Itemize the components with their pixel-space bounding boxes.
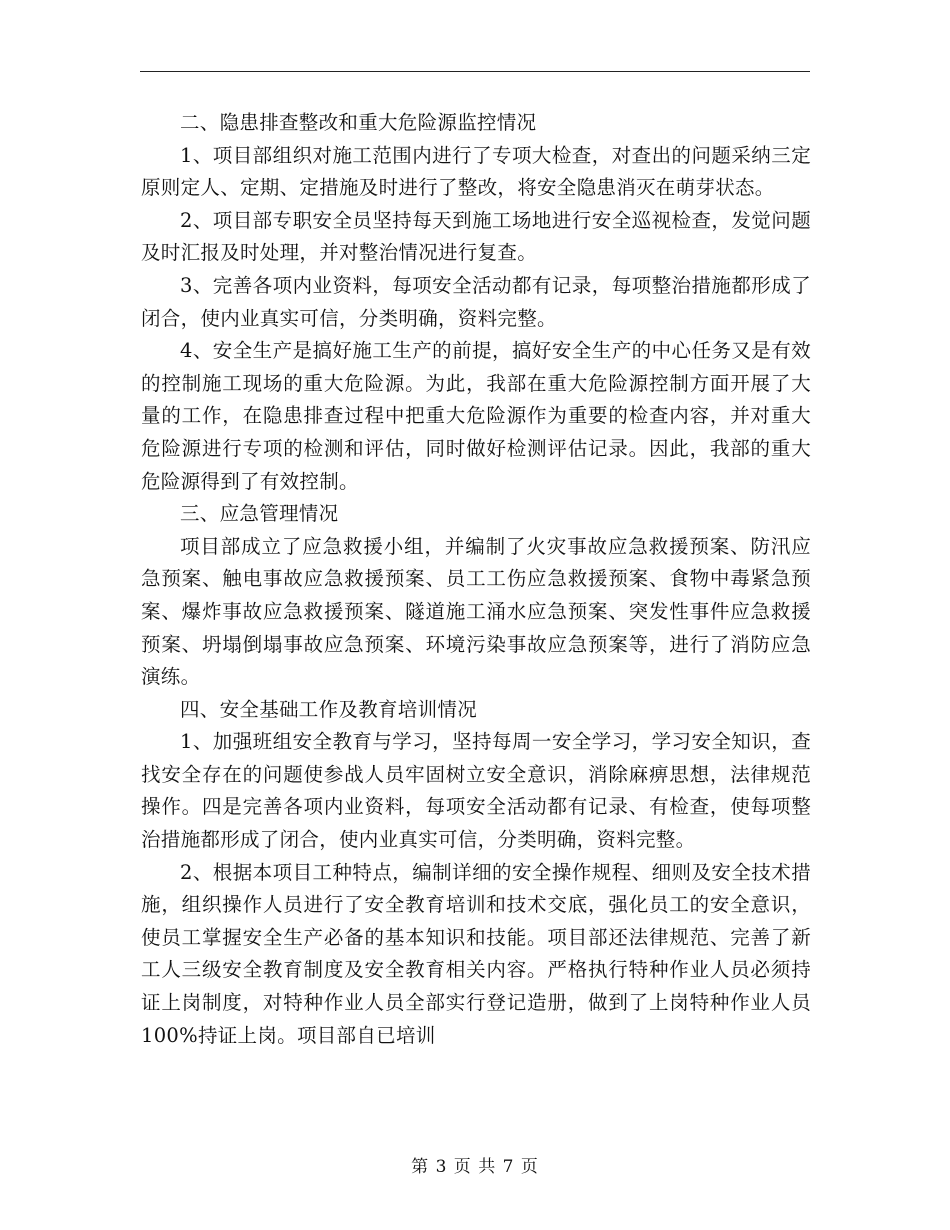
paragraph: 4、安全生产是搞好施工生产的前提，搞好安全生产的中心任务又是有效的控制施工现场的重大危险源。为此，我部在重大危险源控制方面开展了大量的工作，在隐患排查过程中把重大危险源作为重要的检查内容，并对重大危险源进行专项的检测和评估，同时做好检测评估记录。因此，我部的重大危险源得到了有效控制。 (141, 339, 811, 493)
paragraph: 2、根据本项目工种特点，编制详细的安全操作规程、细则及安全技术措施，组织操作人员进行了安全教育培训和技术交底，强化员工的安全意识，使员工掌握安全生产必备的基本知识和技能。项目部还法律规范、完善了新工人三级安全教育制度及安全教育相关内容。严格执行特种作业人员必须持证上岗制度，对特种作业人员全部实行登记造册，做到了上岗特种作业人员100%持证上岗。项目部自已培训 (141, 860, 811, 1047)
section-heading-emergency: 三、应急管理情况 (180, 502, 339, 526)
paragraph: 项目部成立了应急救援小组，并编制了火灾事故应急救援预案、防汛应急预案、触电事故应急救援预案、员工工伤应急救援预案、食物中毒紧急预案、爆炸事故应急救援预案、隧道施工涌水应急预案、突发性事件应急救援预案、坍塌倒塌事故应急预案、环境污染事故应急预案等，进行了消防应急演练。 (141, 534, 811, 689)
section-heading-training: 四、安全基础工作及教育培训情况 (180, 697, 478, 721)
section-heading-hazard: 二、隐患排查整改和重大危险源监控情况 (180, 111, 537, 134)
header-rule (140, 71, 810, 72)
page-number: 第 3 页 共 7 页 (411, 1157, 539, 1177)
paragraph: 1、加强班组安全教育与学习，坚持每周一安全学习，学习安全知识，查找安全存在的问题使参战人员牢固树立安全意识，消除麻痹思想，法律规范操作。四是完善各项内业资料，每项安全活动都有记录、有检查，使每项整治措施都形成了闭合，使内业真实可信，分类明确，资料完整。 (141, 730, 811, 852)
paragraph: 1、项目部组织对施工范围内进行了专项大检查，对查出的问题采纳三定原则定人、定期、定措施及时进行了整改，将安全隐患消灭在萌芽状态。 (141, 143, 811, 200)
paragraph: 2、项目部专职安全员坚持每天到施工场地进行安全巡视检查，发觉问题及时汇报及时处理，并对整治情况进行复查。 (141, 208, 811, 265)
paragraph: 3、完善各项内业资料，每项安全活动都有记录，每项整治措施都形成了闭合，使内业真实可信，分类明确，资料完整。 (141, 273, 811, 330)
document-body (141, 107, 811, 1052)
